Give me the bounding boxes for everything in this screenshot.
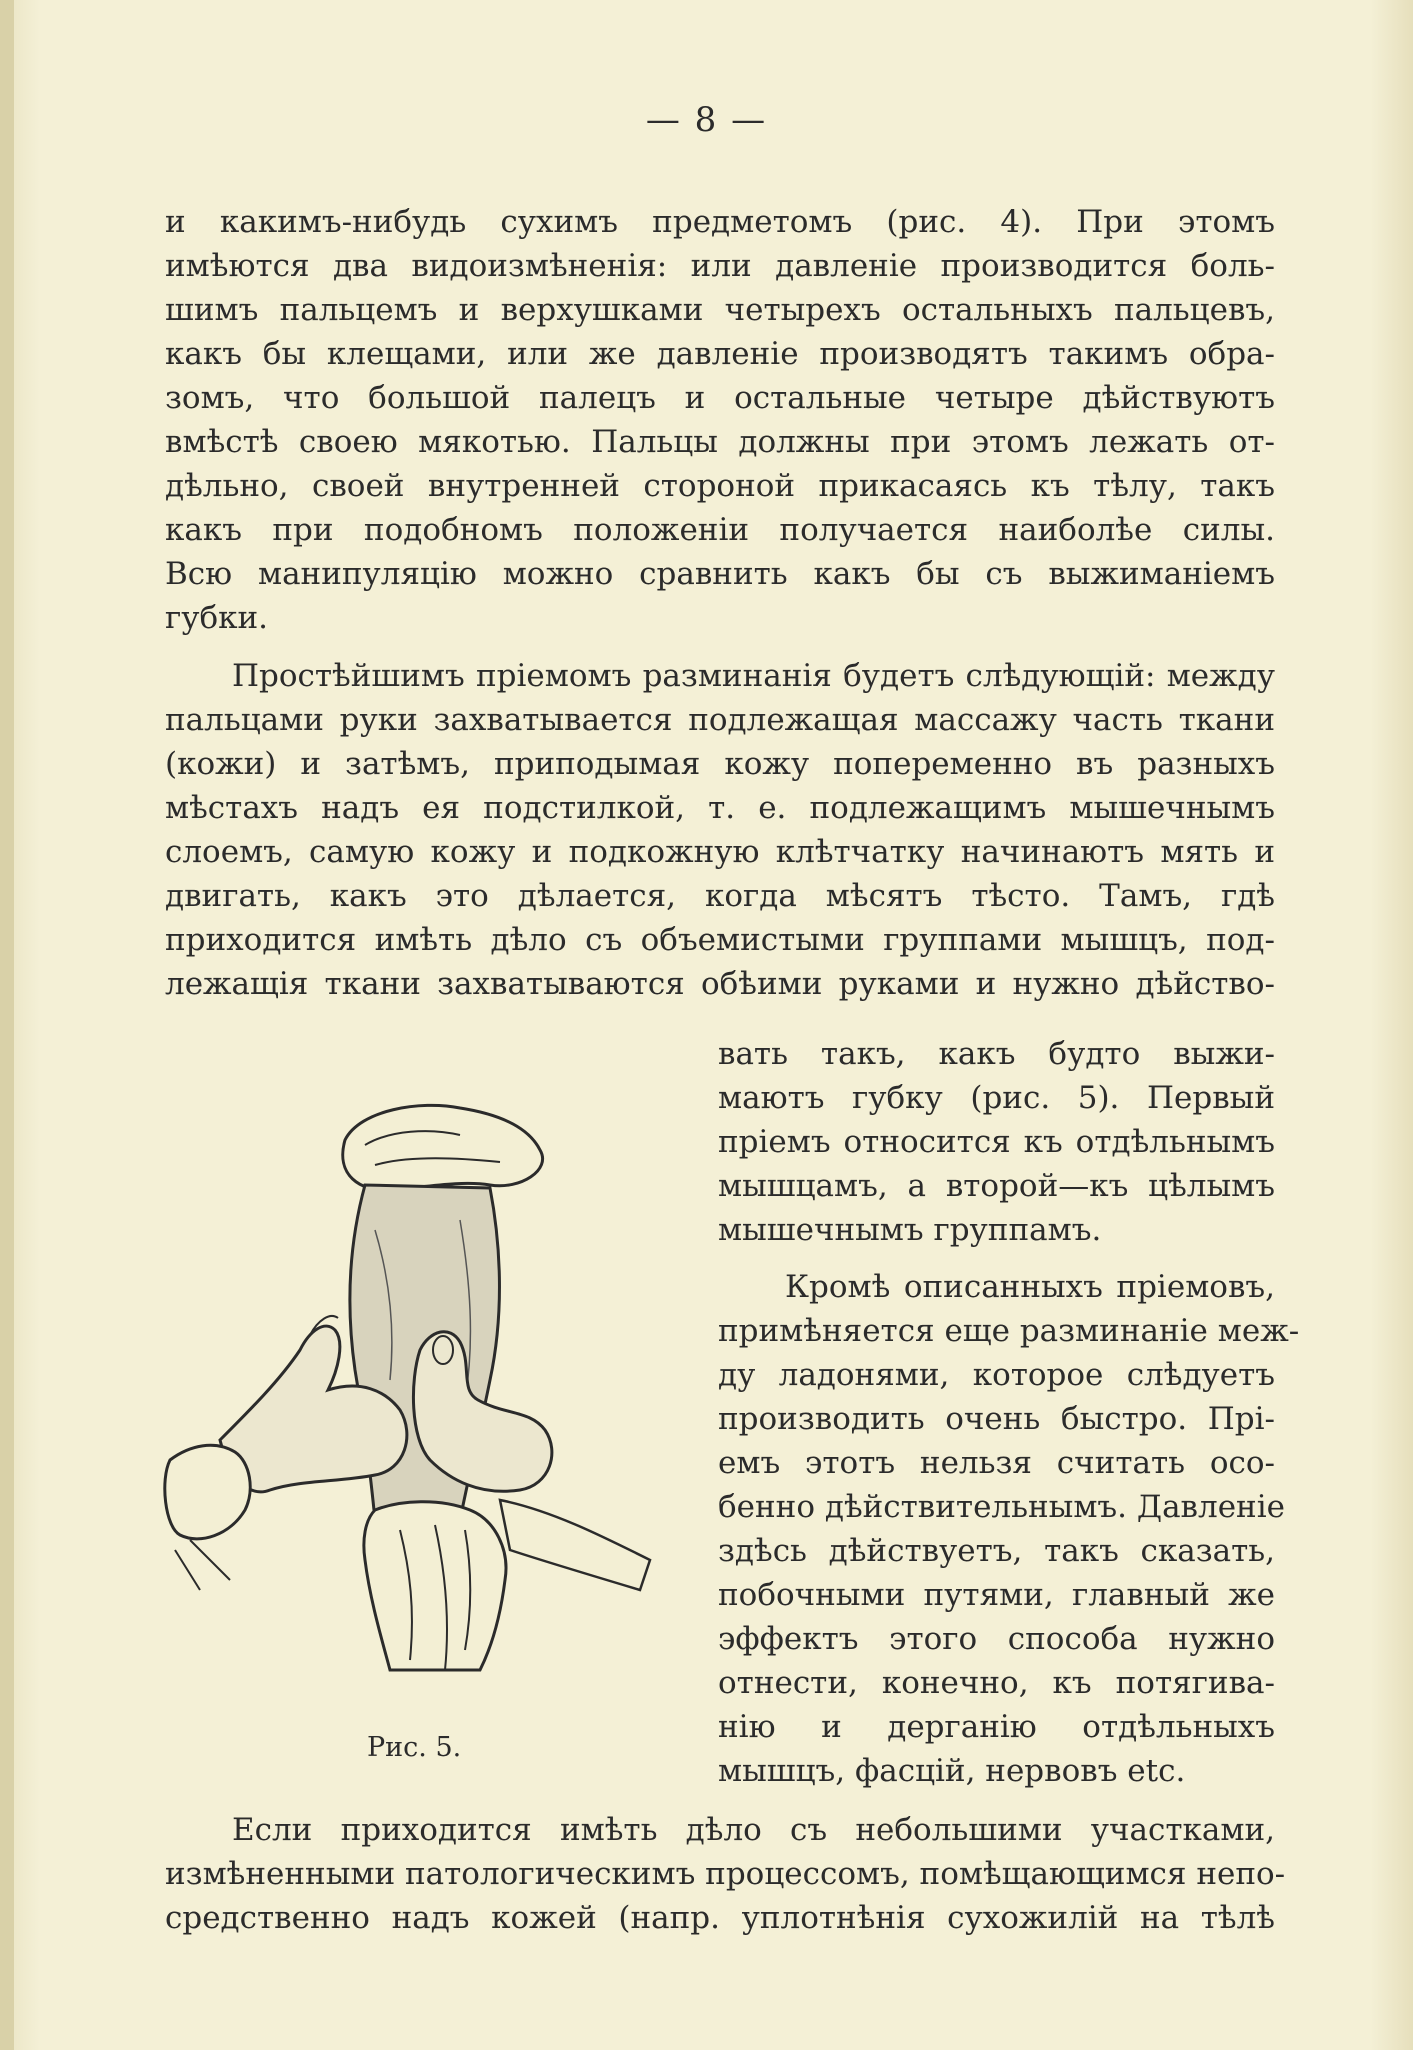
text-line: мышечнымъ группамъ. <box>718 1212 1102 1248</box>
text-line: нію и дерганію отдѣльныхъ <box>718 1709 1275 1745</box>
text-line: маютъ губку (рис. 5). Первый <box>718 1080 1275 1116</box>
text-line: слоемъ, самую кожу и подкожную клѣтчатку начинаютъ мять и <box>165 834 1275 870</box>
text-line: пріемъ относится къ отдѣльнымъ <box>718 1124 1275 1160</box>
text-line: вмѣстѣ своею мякотью. Пальцы должны при этомъ лежать от- <box>165 424 1275 460</box>
text-line: отнести, конечно, къ потягива- <box>718 1665 1275 1701</box>
text-line: измѣненными патологическимъ процессомъ, помѣщающимся непо- <box>165 1856 1286 1892</box>
text-line: и какимъ-нибудь сухимъ предметомъ (рис. 4). При этомъ <box>165 204 1275 240</box>
text-line: пальцами руки захватывается подлежащая массажу часть ткани <box>165 702 1275 738</box>
text-line: здѣсь дѣйствуетъ, такъ сказать, <box>718 1533 1275 1569</box>
text-line: дѣльно, своей внутренней стороной прикасаясь къ тѣлу, такъ <box>165 468 1275 504</box>
text-line: (кожи) и затѣмъ, приподымая кожу попеременно въ разныхъ <box>165 746 1275 782</box>
text-line: Простѣйшимъ пріемомъ разминанія будетъ слѣдующій: между <box>232 658 1275 694</box>
massage-illustration <box>160 1080 660 1680</box>
page-edge-shadow <box>0 0 14 2050</box>
text-line: средственно надъ кожей (напр. уплотнѣнія сухожилій на тѣлѣ <box>165 1900 1275 1936</box>
text-line: примѣняется еще разминаніе меж- <box>718 1313 1300 1349</box>
text-line: производить очень быстро. Прі- <box>718 1401 1275 1437</box>
figure-caption: Рис. 5. <box>367 1732 462 1763</box>
text-line: мышцъ, фасцій, нервовъ etc. <box>718 1753 1186 1789</box>
text-line: лежащія ткани захватываются обѣими руками и нужно дѣйство- <box>165 966 1275 1002</box>
text-line: приходится имѣть дѣло съ объемистыми группами мышцъ, под- <box>165 922 1275 958</box>
text-line: эффектъ этого способа нужно <box>718 1621 1275 1657</box>
text-line: какъ бы клещами, или же давленіе производятъ такимъ обра- <box>165 336 1275 372</box>
text-line: какъ при подобномъ положеніи получается наиболѣе силы. <box>165 512 1275 548</box>
text-line: вать такъ, какъ будто выжи- <box>718 1036 1275 1072</box>
text-line: мѣстахъ надъ ея подстилкой, т. е. подлежащимъ мышечнымъ <box>165 790 1275 826</box>
text-line: ду ладонями, которое слѣдуетъ <box>718 1357 1275 1393</box>
text-line: губки. <box>165 600 269 636</box>
text-line: имѣются два видоизмѣненія: или давленіе производится боль- <box>165 248 1275 284</box>
text-line: Кромѣ описанныхъ пріемовъ, <box>785 1269 1275 1305</box>
text-line: мышцамъ, а второй—къ цѣлымъ <box>718 1168 1275 1204</box>
text-line: зомъ, что большой палецъ и остальные четыре дѣйствуютъ <box>165 380 1275 416</box>
text-line: побочными путями, главный же <box>718 1577 1275 1613</box>
text-line: Всю манипуляцію можно сравнить какъ бы съ выжиманіемъ <box>165 556 1275 592</box>
text-line: двигать, какъ это дѣлается, когда мѣсятъ тѣсто. Тамъ, гдѣ <box>165 878 1275 914</box>
text-line: бенно дѣйствительнымъ. Давленіе <box>718 1489 1285 1525</box>
text-line: Если приходится имѣть дѣло съ небольшими участками, <box>232 1812 1275 1848</box>
page-number: — 8 — <box>645 100 768 140</box>
text-line: шимъ пальцемъ и верхушками четырехъ остальныхъ пальцевъ, <box>165 292 1275 328</box>
text-line: емъ этотъ нельзя считать осо- <box>718 1445 1275 1481</box>
